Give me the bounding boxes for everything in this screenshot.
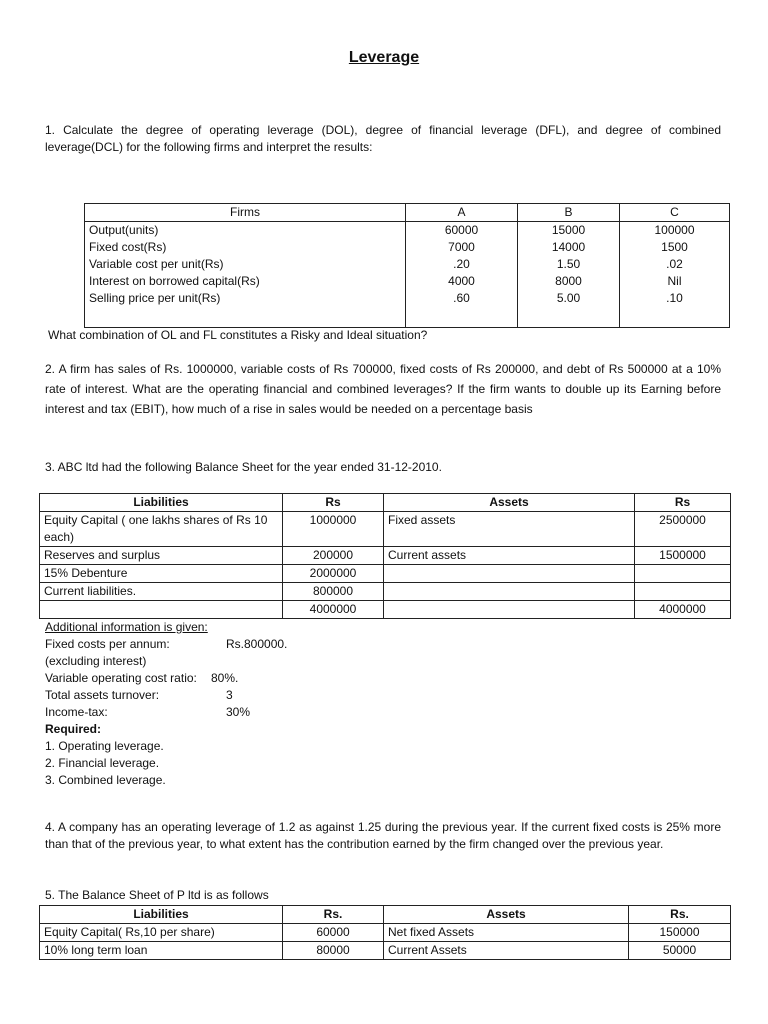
header-firms: Firms <box>85 204 406 222</box>
asset-amount: 50000 <box>629 942 731 960</box>
table-row <box>40 942 731 960</box>
header-liabilities: Liabilities <box>40 494 283 512</box>
header-assets: Assets <box>384 906 629 924</box>
cell-value: 4000 <box>406 273 518 290</box>
asset-total: 4000000 <box>635 601 731 619</box>
cell-value: 1.50 <box>518 256 620 273</box>
table-row <box>85 290 730 307</box>
row-label: Selling price per unit(Rs) <box>85 290 406 307</box>
spacer-cell <box>518 307 620 328</box>
cell-value: Nil <box>620 273 730 290</box>
table-row <box>40 924 731 942</box>
liability-amount: 1000000 <box>283 512 384 547</box>
info-label: Variable operating cost ratio: <box>45 671 197 685</box>
cell-value: 5.00 <box>518 290 620 307</box>
liability-total: 4000000 <box>283 601 384 619</box>
asset-label: Net fixed Assets <box>384 924 629 942</box>
info-row <box>45 653 445 670</box>
liability-label: 10% long term loan <box>40 942 283 960</box>
row-label: Interest on borrowed capital(Rs) <box>85 273 406 290</box>
spacer-cell <box>85 307 406 328</box>
info-row <box>45 704 445 721</box>
info-value: 3 <box>226 688 233 702</box>
info-label: (excluding interest) <box>45 654 147 668</box>
spacer-cell <box>620 307 730 328</box>
liability-amount: 80000 <box>283 942 384 960</box>
row-label: Variable cost per unit(Rs) <box>85 256 406 273</box>
cell-value: .10 <box>620 290 730 307</box>
question-1-followup: What combination of OL and FL constitutes a Risky and Ideal situation? <box>48 328 428 342</box>
cell-value: 1500 <box>620 239 730 256</box>
table-total-row <box>40 601 731 619</box>
spacer-cell <box>406 307 518 328</box>
header-c: C <box>620 204 730 222</box>
info-row <box>45 687 445 704</box>
balance-sheet-p-table <box>39 905 731 960</box>
table-row <box>40 565 731 583</box>
cell-value: .60 <box>406 290 518 307</box>
firms-table <box>84 203 730 328</box>
liability-label: Equity Capital( Rs,10 per share) <box>40 924 283 942</box>
asset-label: Fixed assets <box>384 512 635 547</box>
asset-amount: 2500000 <box>635 512 731 547</box>
liability-amount: 60000 <box>283 924 384 942</box>
question-3-text: 3. ABC ltd had the following Balance Sheet for the year ended 31-12-2010. <box>45 460 442 474</box>
cell-value: .20 <box>406 256 518 273</box>
liability-label: Current liabilities. <box>40 583 283 601</box>
cell-value: 15000 <box>518 222 620 240</box>
question-1-text: 1. Calculate the degree of operating leverage (DOL), degree of financial leverage (DFL), and degree of combined leverage(DCL) for the following firms and interpret the results: <box>45 123 721 154</box>
balance-sheet-abc-table <box>39 493 731 619</box>
header-rs: Rs <box>635 494 731 512</box>
required-item: 3. Combined leverage. <box>45 773 166 787</box>
cell-value: 100000 <box>620 222 730 240</box>
table-header-row <box>40 906 731 924</box>
table-row <box>85 273 730 290</box>
info-value: 30% <box>226 705 251 719</box>
cell-value: 60000 <box>406 222 518 240</box>
required-item: 2. Financial leverage. <box>45 756 160 770</box>
table-row <box>40 547 731 565</box>
asset-amount <box>635 583 731 601</box>
asset-label <box>384 583 635 601</box>
liability-amount: 2000000 <box>283 565 384 583</box>
table-row <box>85 222 730 240</box>
question-2-text: 2. A firm has sales of Rs. 1000000, variable costs of Rs 700000, fixed costs of Rs 200000, and debt of Rs 500000 at a 10% rate of interest. What are the operating financial and combined leverages? If the firm wants to double up its Earning before interest and tax (EBIT), how much of a rise in sales would be needed on a percentage basis <box>45 362 721 416</box>
question-5-text: 5. The Balance Sheet of P ltd is as follows <box>45 888 269 902</box>
info-row <box>45 670 445 687</box>
additional-info-section <box>45 619 445 789</box>
liability-label: 15% Debenture <box>40 565 283 583</box>
cell-value: 7000 <box>406 239 518 256</box>
asset-label <box>384 601 635 619</box>
asset-label <box>384 565 635 583</box>
liability-label: Reserves and surplus <box>40 547 283 565</box>
cell-value: 8000 <box>518 273 620 290</box>
cell-value: .02 <box>620 256 730 273</box>
header-rs: Rs <box>283 494 384 512</box>
asset-label: Current Assets <box>384 942 629 960</box>
liability-amount: 200000 <box>283 547 384 565</box>
liability-label <box>40 601 283 619</box>
table-header-row <box>85 204 730 222</box>
header-assets: Assets <box>384 494 635 512</box>
info-label: Fixed costs per annum: <box>45 637 170 651</box>
asset-amount <box>635 565 731 583</box>
header-liabilities: Liabilities <box>40 906 283 924</box>
additional-info-heading-text: Additional information is given: <box>45 620 208 634</box>
liability-label: Equity Capital ( one lakhs shares of Rs 10 each) <box>40 512 283 547</box>
info-label: Total assets turnover: <box>45 688 160 702</box>
header-rs: Rs. <box>629 906 731 924</box>
liability-amount: 800000 <box>283 583 384 601</box>
page-title: Leverage <box>348 49 420 66</box>
asset-amount: 1500000 <box>635 547 731 565</box>
question-4-text: 4. A company has an operating leverage of 1.2 as against 1.25 during the previous year. If the current fixed costs is 25% more than that of the previous year, to what extent has the contribution earned by the firm changed over the previous year. <box>45 820 721 851</box>
additional-info-heading <box>45 619 445 636</box>
table-spacer-row <box>85 307 730 328</box>
required-heading-text: Required: <box>45 722 102 736</box>
table-row <box>85 239 730 256</box>
table-row <box>85 256 730 273</box>
info-value: Rs.800000. <box>226 637 288 651</box>
table-row <box>40 512 731 547</box>
table-header-row <box>40 494 731 512</box>
asset-amount: 150000 <box>629 924 731 942</box>
header-a: A <box>406 204 518 222</box>
header-b: B <box>518 204 620 222</box>
table-row <box>40 583 731 601</box>
row-label: Output(units) <box>85 222 406 240</box>
header-rs: Rs. <box>283 906 384 924</box>
info-value: 80%. <box>211 671 239 685</box>
info-label: Income-tax: <box>45 705 108 719</box>
row-label: Fixed cost(Rs) <box>85 239 406 256</box>
required-heading <box>45 721 445 738</box>
required-item: 1. Operating leverage. <box>45 739 164 753</box>
cell-value: 14000 <box>518 239 620 256</box>
asset-label: Current assets <box>384 547 635 565</box>
info-row <box>45 636 445 653</box>
